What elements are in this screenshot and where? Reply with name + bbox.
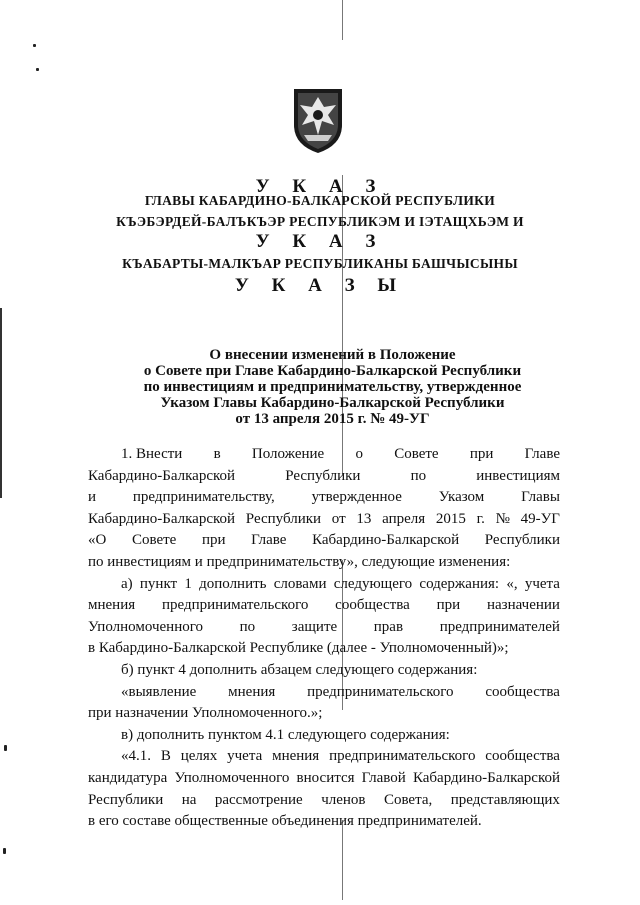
body-word: Главе (524, 446, 560, 462)
body-line (88, 617, 560, 639)
body-word: прав (373, 618, 404, 635)
body-word: о (355, 446, 363, 462)
body-word: Главе (251, 532, 287, 549)
body-word: Главы (521, 489, 560, 506)
body-word: защите (291, 618, 338, 635)
ukaz-heading-kabardian: У К А З (255, 231, 385, 252)
title-line: О внесении изменений в Положение (209, 347, 456, 363)
body-word: рассмотрение (214, 791, 303, 808)
body-line: по инвестициям и предпринимательству», следующие изменения: (88, 553, 511, 570)
body-word: на (181, 791, 197, 808)
header-line-kabardian: КЪЭБЭРДЕЙ-БАЛЪКЪЭР РЕСПУБЛИКЭМ И ІЭТАЩХЬЭМ И (116, 214, 524, 229)
body-word: при (201, 532, 226, 549)
header-line-russian: ГЛАВЫ КАБАРДИНО-БАЛКАРСКОЙ РЕСПУБЛИКИ (144, 193, 496, 208)
body-line (88, 768, 560, 790)
body-word: следующего (333, 575, 413, 592)
body-line (88, 444, 560, 466)
body-word: членов (321, 791, 366, 808)
body-word: инвестициям (476, 467, 560, 484)
body-word: представляющих (450, 791, 560, 808)
body-line: в) дополнить пунктом 4.1 следующего содержания: (121, 726, 450, 743)
body-word: от (331, 510, 346, 527)
body-word: кандидатура (88, 769, 168, 786)
body-word: № (495, 510, 510, 527)
scan-speck (36, 68, 39, 71)
decree-body (88, 444, 560, 833)
body-word: Уполномоченного (174, 769, 290, 786)
scan-edge-mark (0, 308, 2, 498)
body-word: 2015 (435, 510, 466, 527)
body-word: Кабардино-Балкарской (88, 510, 236, 527)
body-word: г. (476, 510, 485, 527)
body-line (88, 790, 560, 812)
body-word: «О (88, 532, 107, 549)
body-word: словами (273, 575, 327, 592)
body-word: 13 (356, 510, 372, 527)
body-word: дополнить (199, 575, 267, 592)
body-word: 1 (184, 575, 192, 592)
body-word: Республики (484, 532, 560, 549)
body-word: а) (121, 575, 133, 592)
body-word: сообщества (335, 597, 410, 614)
body-word: назначении (486, 597, 560, 614)
body-word: «выявление (121, 683, 197, 700)
body-word: Республики (245, 510, 322, 527)
body-word: мнения (228, 683, 276, 700)
body-word: по (410, 467, 427, 484)
body-line (88, 530, 560, 552)
body-word: при (469, 446, 494, 462)
body-word: по (239, 618, 256, 635)
body-word: утвержденное (311, 489, 402, 506)
title-line: о Совете при Главе Кабардино-Балкарской Республики (143, 363, 522, 379)
body-word: предпринимательского (329, 748, 476, 765)
body-line (88, 509, 560, 531)
body-word: предпринимателей (439, 618, 560, 635)
body-word: учета (524, 575, 560, 592)
body-line (88, 574, 560, 596)
body-word: предпринимательского (307, 683, 454, 700)
header-line-balkarian: КЪАБАРТЫ-МАЛКЪАР РЕСПУБЛИКАНЫ БАШЧЫСЫНЫ (122, 256, 518, 271)
body-word: Совете (394, 446, 439, 462)
scan-speck (3, 848, 6, 854)
body-word: «, (506, 575, 518, 592)
body-word: Кабардино-Балкарской (412, 769, 560, 786)
body-line (88, 682, 560, 704)
body-word: мнения (272, 748, 320, 765)
title-line: от 13 апреля 2015 г. № 49-УГ (235, 411, 430, 427)
body-word: и (88, 489, 97, 506)
body-line: при назначении Уполномоченного.»; (88, 705, 323, 722)
body-word: Республики (88, 791, 164, 808)
body-word: при (436, 597, 461, 614)
body-line (88, 595, 560, 617)
body-word: в (213, 446, 221, 462)
body-word: пункт (139, 575, 178, 592)
body-line: в его составе общественные объединения предпринимателей. (88, 813, 482, 830)
body-line (88, 487, 560, 509)
body-word: предпринимательского (161, 597, 309, 614)
body-word: В (160, 748, 171, 765)
body-word: содержания: (419, 575, 500, 592)
title-line: Указом Главы Кабардино-Балкарской Республики (160, 395, 505, 411)
body-word: 1. Внести (121, 446, 183, 462)
body-line (88, 746, 560, 768)
body-word: Указом (438, 489, 485, 506)
body-word: Совете (131, 532, 177, 549)
coat-of-arms-emblem-icon (290, 85, 346, 155)
title-line: по инвестициям и предпринимательству, утвержденное (143, 379, 522, 395)
body-word: 49-УГ (520, 510, 560, 527)
body-word: Главой (361, 769, 406, 786)
body-word: мнения (88, 597, 136, 614)
body-word: апреля (382, 510, 426, 527)
decree-title (80, 347, 585, 427)
body-word: целях (180, 748, 218, 765)
body-word: «4.1. (121, 748, 151, 765)
body-line: б) пункт 4 дополнить абзацем следующего содержания: (121, 661, 478, 678)
body-word: Уполномоченного (88, 618, 203, 635)
ukaz-heading-balkarian: У К А З Ы (234, 275, 406, 296)
body-word: Кабардино-Балкарской (312, 532, 460, 549)
ukaz-heading-russian: У К А З (255, 176, 385, 197)
body-word: сообщества (485, 683, 560, 700)
scan-speck (4, 745, 7, 751)
body-word: Положение (251, 446, 325, 462)
scan-speck (33, 44, 36, 47)
body-word: Совета, (383, 791, 433, 808)
body-word: предпринимательству, (132, 489, 275, 506)
body-line (88, 466, 560, 488)
body-line: в Кабардино-Балкарской Республике (далее - Уполномоченный)»; (88, 640, 509, 657)
body-word: Республики (285, 467, 361, 484)
body-word: сообщества (485, 748, 560, 765)
scan-fold-line (342, 0, 343, 40)
body-word: Кабардино-Балкарской (88, 467, 236, 484)
body-word: вносится (296, 769, 355, 786)
body-word: учета (227, 748, 263, 765)
